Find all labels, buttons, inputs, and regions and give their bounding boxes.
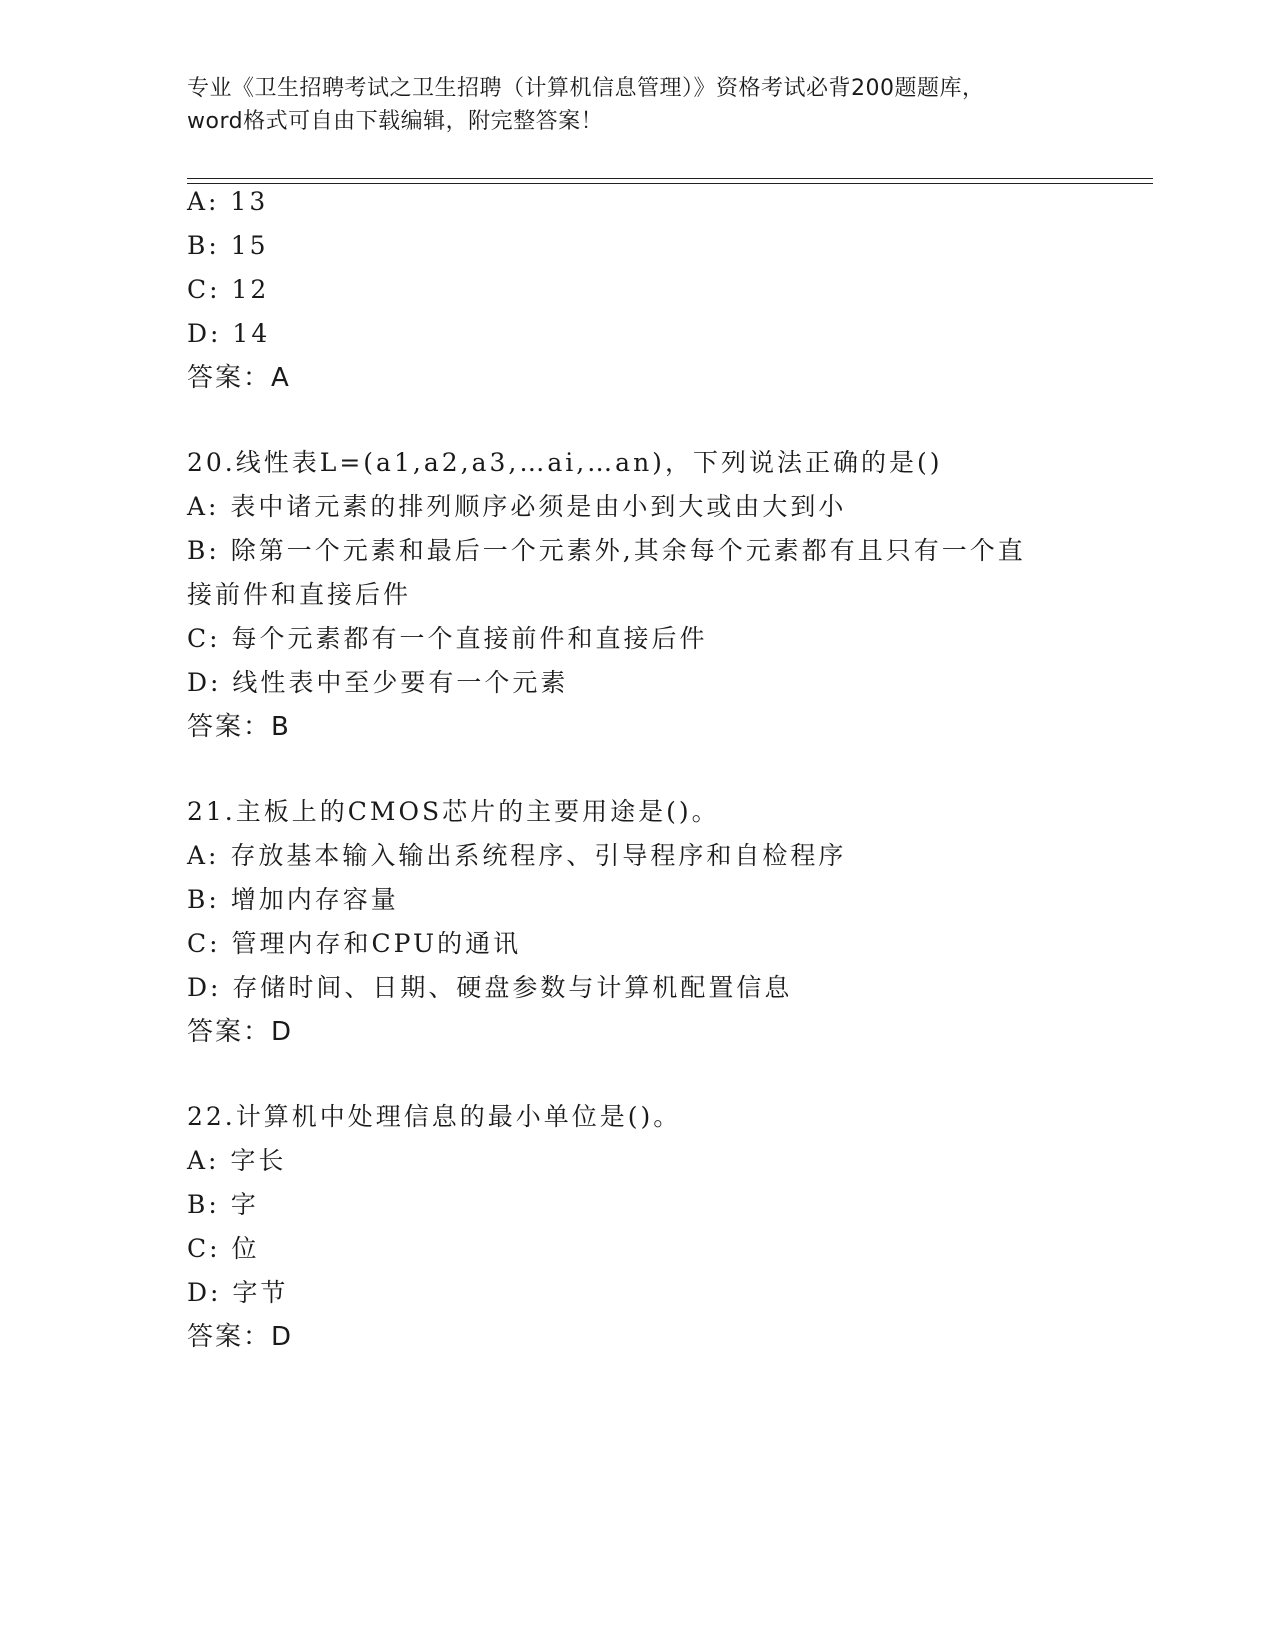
q20-option-b: B: 除第一个元素和最后一个元素外,其余每个元素都有且只有一个直 — [187, 536, 1026, 565]
q22-answer: 答案：D — [187, 1322, 294, 1352]
q21-option-b: B: 增加内存容量 — [187, 885, 399, 914]
q21-option-c: C: 管理内存和CPU的通讯 — [187, 929, 522, 958]
header-divider-top — [187, 178, 1153, 179]
q22-option-a: A: 字长 — [187, 1146, 287, 1175]
q21-option-d: D: 存储时间、日期、硬盘参数与计算机配置信息 — [187, 973, 793, 1002]
q21-stem: 21.主板上的CMOS芯片的主要用途是()。 — [187, 797, 720, 826]
q20-option-b-continued: 接前件和直接后件 — [187, 580, 412, 609]
q21-answer: 答案：D — [187, 1017, 294, 1047]
q19-option-c: C: 12 — [187, 275, 270, 304]
header-divider-bottom — [187, 183, 1153, 184]
header-title-line-2: word格式可自由下载编辑，附完整答案！ — [187, 109, 604, 134]
document-header — [187, 72, 1087, 138]
q19-option-d: D: 14 — [187, 319, 271, 348]
q19-option-a: A: 13 — [187, 187, 269, 216]
q20-answer: 答案：B — [187, 712, 291, 742]
q22-option-d: D: 字节 — [187, 1278, 289, 1307]
q22-stem: 22.计算机中处理信息的最小单位是()。 — [187, 1102, 682, 1131]
q20-option-c: C: 每个元素都有一个直接前件和直接后件 — [187, 624, 708, 653]
q19-answer: 答案：A — [187, 363, 291, 393]
q22-option-c: C: 位 — [187, 1234, 260, 1263]
q20-stem: 20.线性表L=(a1,a2,a3,…ai,…an)，下列说法正确的是() — [187, 448, 943, 477]
q19-option-b: B: 15 — [187, 231, 269, 260]
q21-option-a: A: 存放基本输入输出系统程序、引导程序和自检程序 — [187, 841, 847, 870]
q22-option-b: B: 字 — [187, 1190, 259, 1219]
q20-option-a: A: 表中诸元素的排列顺序必须是由小到大或由大到小 — [187, 492, 847, 521]
header-title-line-1: 专业《卫生招聘考试之卫生招聘（计算机信息管理）》资格考试必背200题题库， — [187, 76, 985, 101]
q20-option-d: D: 线性表中至少要有一个元素 — [187, 668, 569, 697]
